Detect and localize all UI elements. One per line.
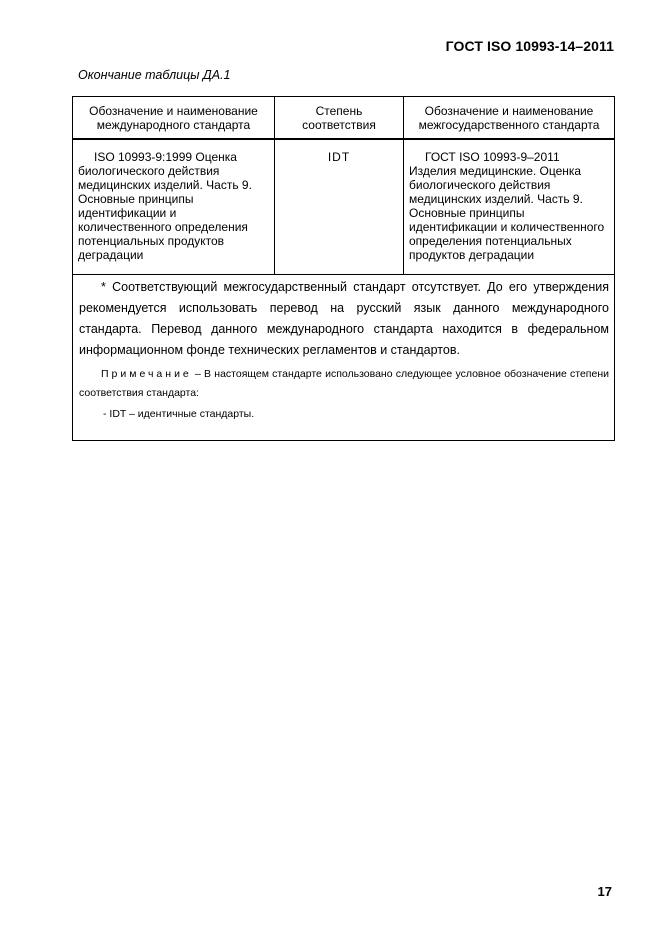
- footnote-text: * Соответствующий межгосударственный стандарт отсутствует. До его утверждения рекомендуется использовать перевод на русский язык данного международного стандарта. Перевод данного международного стандарта находится в федеральном информационном фонде технических регламентов и стандартов.: [79, 280, 609, 357]
- note-paragraph: [79, 365, 609, 403]
- standards-table: [72, 96, 615, 441]
- cell-interstate: [404, 139, 615, 275]
- notes-cell: [73, 275, 615, 441]
- international-standard-text: ISO 10993-9:1999 Оценка биологического действия медицинских изделий. Часть 9. Основные принципы идентификации и количественного определения потенциальных продуктов деградации: [78, 150, 252, 262]
- page-number: 17: [597, 884, 612, 899]
- degree-value: IDT: [327, 150, 351, 164]
- column-header-degree: [275, 97, 404, 140]
- column-header-interstate: [404, 97, 615, 140]
- table-caption: Окончание таблицы ДА.1: [78, 68, 231, 82]
- table-notes-row: [73, 275, 615, 441]
- note-text: – В настоящем стандарте использовано следующее условное обозначение степени соответствия стандарта:: [79, 368, 609, 399]
- column-header-international-label: Обозначение и наименование международного стандарта: [89, 103, 258, 132]
- column-header-interstate-label: Обозначение и наименование межгосударственного стандарта: [418, 103, 600, 132]
- cell-international: [73, 139, 275, 275]
- note-item: - IDT – идентичные стандарты.: [103, 408, 255, 420]
- interstate-standard-text: ГОСТ ISO 10993-9–2011 Изделия медицинские. Оценка биологического действия медицинских изделий. Часть 9. Основные принципы идентификации и количественного определения потенциальных продуктов деградации: [409, 150, 605, 262]
- column-header-degree-label: Степень соответствия: [302, 103, 376, 132]
- table-header-row: [73, 97, 615, 140]
- note-label: Примечание: [101, 368, 192, 380]
- table-row: [73, 139, 615, 275]
- document-code: ГОСТ ISO 10993-14–2011: [445, 38, 614, 54]
- column-header-international: [73, 97, 275, 140]
- cell-degree: [275, 139, 404, 275]
